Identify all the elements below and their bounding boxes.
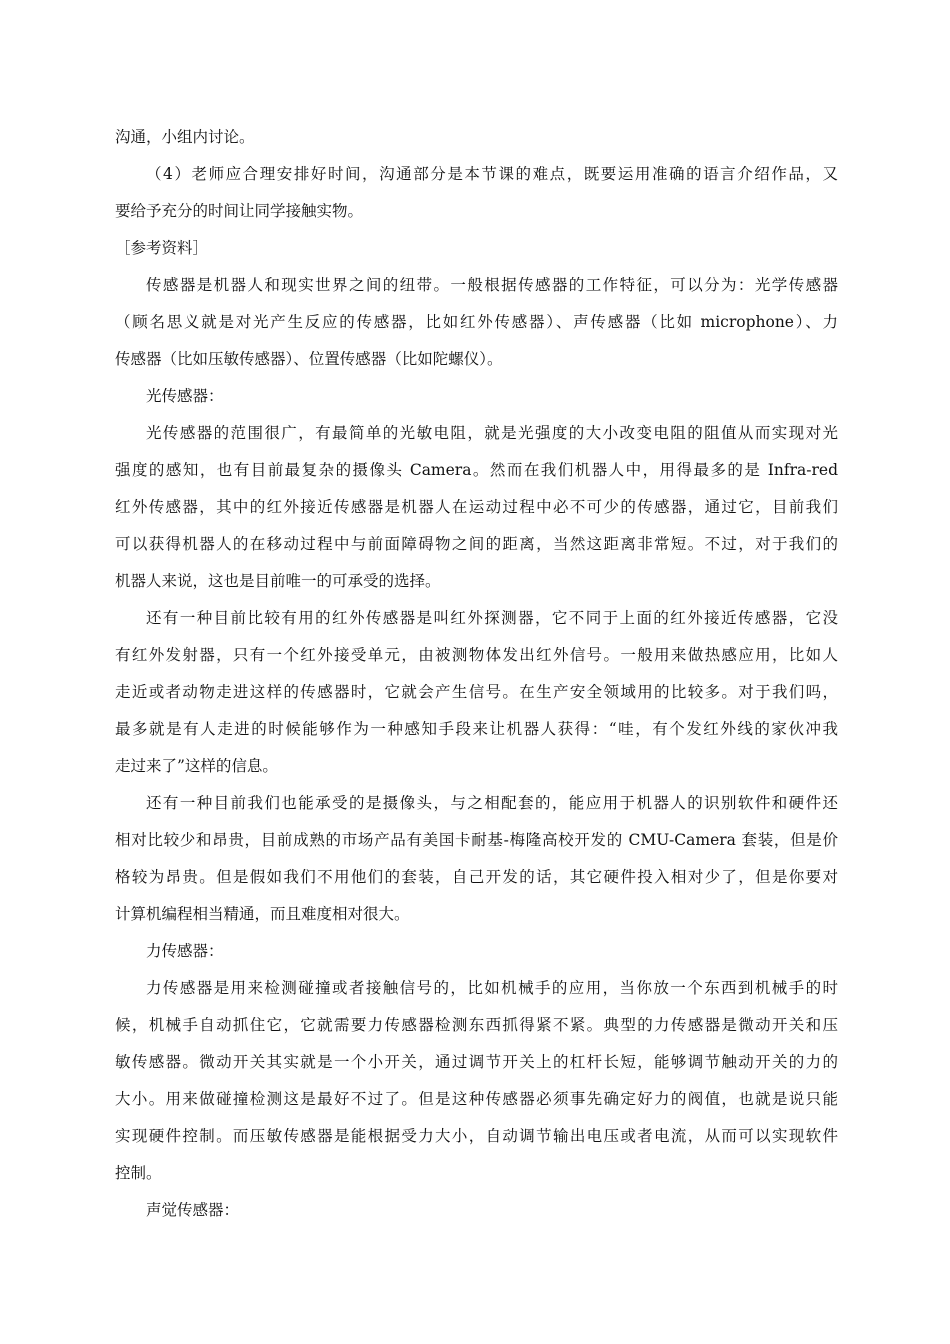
text-line: 还有一种目前我们也能承受的是摄像头，与之相配套的，能应用于机器人的识别软件和硬件还 <box>146 794 838 812</box>
text-line: 可以获得机器人的在移动过程中与前面障碍物之间的距离，当然这距离非常短。不过，对于我们的 <box>115 535 838 553</box>
text-line: 最多就是有人走进的时候能够作为一种感知手段来让机器人获得：“哇，有个发红外线的家伙冲我 <box>115 720 838 738</box>
subheading-light-sensor: 光传感器： <box>146 387 224 405</box>
text-line: 候，机械手自动抓住它，它就需要力传感器检测东西抓得紧不紧。典型的力传感器是微动开关和压 <box>115 1016 838 1034</box>
text-line: 大小。用来做碰撞检测这是最好不过了。但是这种传感器必须事先确定好力的阀值，也就是说只能 <box>115 1090 838 1108</box>
text-line: 传感器是机器人和现实世界之间的纽带。一般根据传感器的工作特征，可以分为：光学传感器 <box>146 276 838 294</box>
text-line: 强度的感知，也有目前最复杂的摄像头 Camera。然而在我们机器人中，用得最多的是 Infra-red <box>115 461 838 479</box>
text-line: 格较为昂贵。但是假如我们不用他们的套装，自己开发的话，其它硬件投入相对少了，但是你要对 <box>115 868 838 886</box>
text-line: 实现硬件控制。而压敏传感器是能根据受力大小，自动调节输出电压或者电流，从而可以实现软件 <box>115 1127 838 1145</box>
subheading-acoustic-sensor: 声觉传感器： <box>146 1201 240 1219</box>
document-body <box>115 119 838 1229</box>
text-line: 相对比较少和昂贵，目前成熟的市场产品有美国卡耐基-梅隆高校开发的 CMU-Camera 套装，但是价 <box>115 831 838 849</box>
text-line: 走过来了”这样的信息。 <box>115 757 278 775</box>
text-line: 传感器（比如压敏传感器）、位置传感器（比如陀螺仪）。 <box>115 350 503 368</box>
text-line: 计算机编程相当精通，而且难度相对很大。 <box>115 905 410 923</box>
text-line: 要给予充分的时间让同学接触实物。 <box>115 202 364 220</box>
text-line: 控制。 <box>115 1164 162 1182</box>
section-heading-references: ［参考资料］ <box>115 239 209 257</box>
text-line: 走近或者动物走进这样的传感器时，它就会产生信号。在生产安全领域用的比较多。对于我们吗， <box>115 683 838 701</box>
text-line: 力传感器是用来检测碰撞或者接触信号的，比如机械手的应用，当你放一个东西到机械手的时 <box>146 979 838 997</box>
text-line: 有红外发射器，只有一个红外接受单元，由被测物体发出红外信号。一般用来做热感应用，比如人 <box>115 646 838 664</box>
text-line: 机器人来说，这也是目前唯一的可承受的选择。 <box>115 572 441 590</box>
text-line: 还有一种目前比较有用的红外传感器是叫红外探测器，它不同于上面的红外接近传感器，它没 <box>146 609 838 627</box>
text-line: （4）老师应合理安排好时间，沟通部分是本节课的难点，既要运用准确的语言介绍作品，又 <box>146 165 838 183</box>
text-line: （顾名思义就是对光产生反应的传感器，比如红外传感器）、声传感器（比如 microphone）、力 <box>115 313 838 331</box>
text-line: 光传感器的范围很广，有最简单的光敏电阻，就是光强度的大小改变电阻的阻值从而实现对光 <box>146 424 838 442</box>
text-line: 红外传感器，其中的红外接近传感器是机器人在运动过程中必不可少的传感器，通过它，目前我们 <box>115 498 838 516</box>
text-line: 敏传感器。微动开关其实就是一个小开关，通过调节开关上的杠杆长短，能够调节触动开关的力的 <box>115 1053 838 1071</box>
subheading-force-sensor: 力传感器： <box>146 942 224 960</box>
text-line: 沟通，小组内讨论。 <box>115 128 255 146</box>
